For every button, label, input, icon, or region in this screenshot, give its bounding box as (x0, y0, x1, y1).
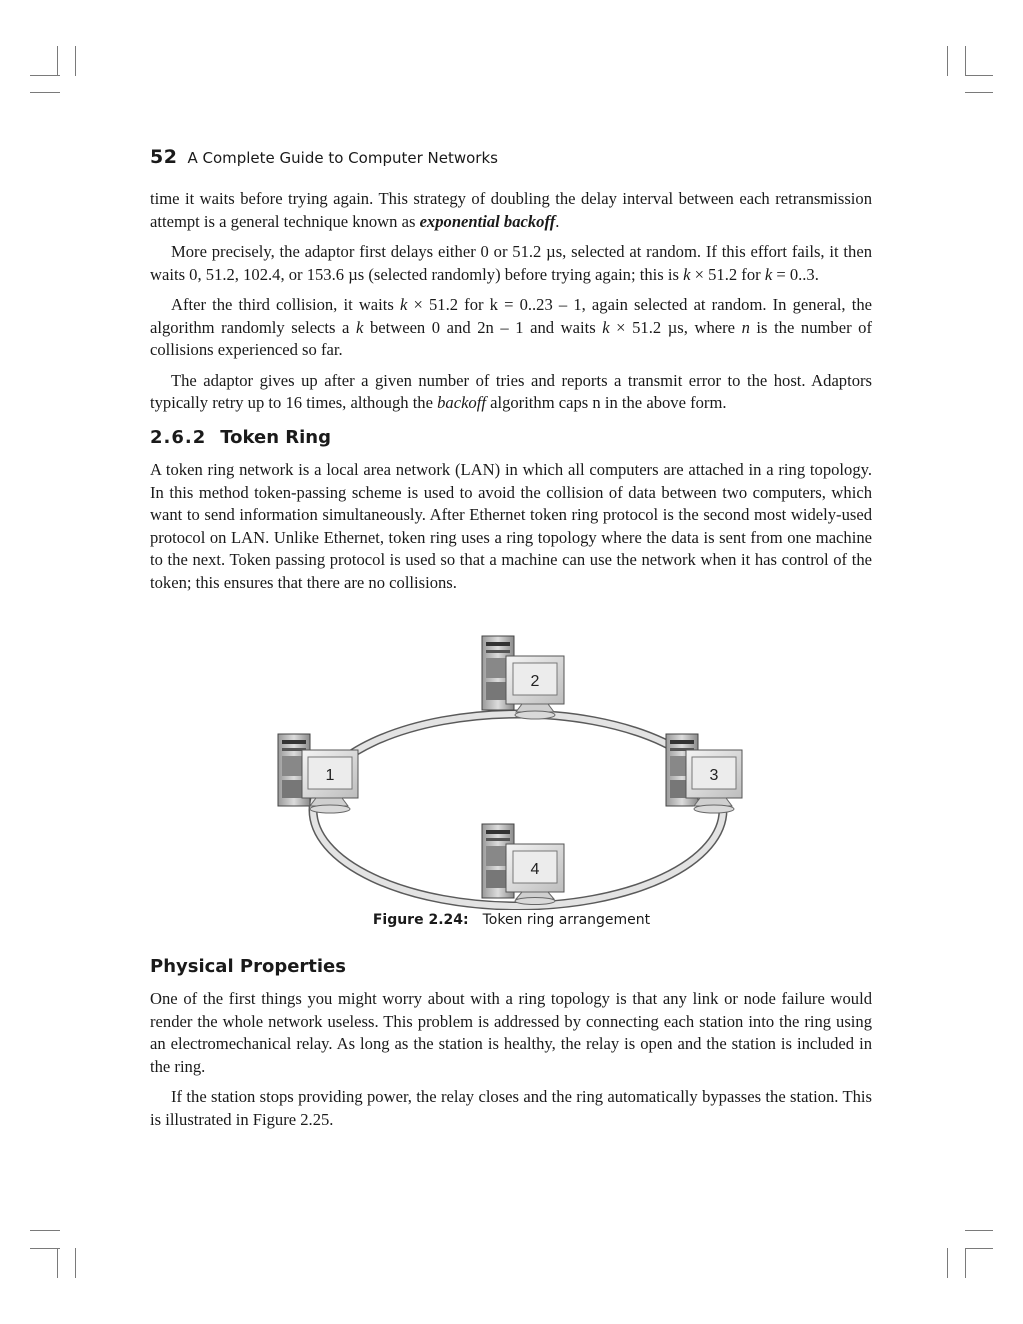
paragraph: time it waits before trying again. This strategy of doubling the delay interval between each retransmission attempt is a general technique known as exponential backoff. (150, 189, 872, 231)
paragraph: More precisely, the adaptor first delays either 0 or 51.2 µs, selected at random. If this effort fails, it then waits 0, 51.2, 102.4, or 153.6 µs (selected randomly) before trying again; this is k × 51.2 for k = 0..3. (150, 242, 872, 284)
station-2 (482, 636, 564, 719)
paragraph: If the station stops providing power, the relay closes and the ring automatically bypasses the station. This is illustrated in Figure 2.25. (150, 1087, 872, 1129)
crop-mark (965, 1248, 993, 1249)
paragraph: One of the first things you might worry about with a ring topology is that any link or node failure would render the whole network useless. This problem is addressed by connecting each station into the ring using an electromechanical relay. As long as the station is healthy, the relay is open and the station is included in the ring. (150, 989, 872, 1076)
crop-mark (75, 46, 76, 76)
running-header (150, 146, 498, 168)
caption-label: Figure 2.24: (372, 912, 469, 928)
subsection-title: Physical Properties (150, 956, 346, 977)
token-ring-figure (270, 630, 750, 910)
crop-mark (30, 75, 60, 76)
station-label: 2 (530, 673, 540, 690)
crop-mark (30, 1230, 60, 1231)
figure-caption (0, 912, 1023, 928)
station-4 (482, 824, 564, 905)
station-label: 4 (530, 861, 540, 878)
intro-text (150, 188, 872, 415)
station-3 (666, 734, 742, 813)
token-ring-text (150, 459, 872, 594)
station-1 (278, 734, 358, 813)
crop-mark (30, 1248, 60, 1249)
crop-mark (947, 1248, 948, 1278)
crop-mark (965, 46, 966, 76)
crop-mark (947, 46, 948, 76)
station-label: 3 (709, 767, 719, 784)
caption-text: Token ring arrangement (482, 912, 651, 928)
paragraph: A token ring network is a local area network (LAN) in which all computers are attached in a ring topology. In this method token-passing scheme is used to avoid the collision of data between two computers, which want to send information simultaneously. After Ethernet token ring protocol is the second most widely-used protocol on LAN. Unlike Ethernet, token ring uses a ring topology where the data is sent from one machine to the next. Token passing protocol is used so that a machine can use the network when it has control of the token; this ensures that there are no collisions. (150, 460, 872, 592)
section-number: 2.6.2 (150, 427, 207, 448)
crop-mark (965, 1230, 993, 1231)
crop-mark (965, 92, 993, 93)
paragraph: After the third collision, it waits k × 51.2 for k = 0..23 – 1, again selected at random. In general, the algorithm randomly selects a k between 0 and 2n – 1 and waits k × 51.2 µs, where n is the number of collisions experienced so far. (150, 295, 872, 359)
section-heading (150, 427, 331, 448)
crop-mark (30, 92, 60, 93)
crop-mark (57, 46, 58, 76)
paragraph: The adaptor gives up after a given number of tries and reports a transmit error to the host. Adaptors typically retry up to 16 times, although the backoff algorithm caps n in the above form. (150, 370, 872, 412)
crop-mark (57, 1248, 58, 1278)
crop-mark (75, 1248, 76, 1278)
subsection-heading (150, 956, 346, 977)
page-number: 52 (150, 146, 178, 168)
term-emphasis: exponential backoff (419, 211, 556, 231)
book-title: A Complete Guide to Computer Networks (187, 149, 498, 167)
crop-mark (965, 1248, 966, 1278)
physical-properties-text (150, 988, 872, 1131)
station-label: 1 (325, 767, 335, 784)
section-title: Token Ring (220, 427, 332, 448)
crop-mark (965, 75, 993, 76)
